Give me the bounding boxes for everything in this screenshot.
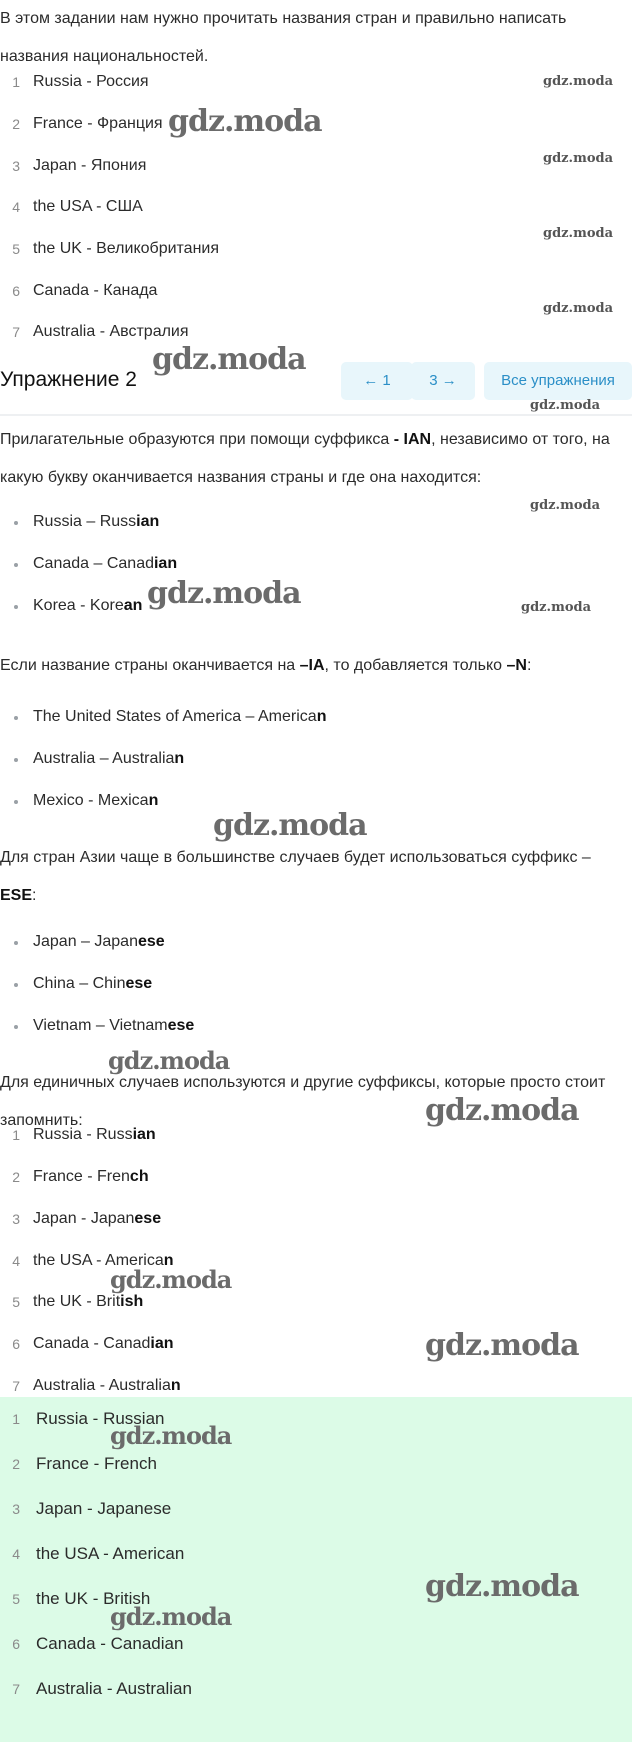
watermark: gdz.moda <box>152 342 306 377</box>
divider <box>0 414 632 416</box>
watermark: gdz.moda <box>425 1328 579 1363</box>
bullet-marker <box>14 563 18 567</box>
watermark: gdz.moda <box>543 151 614 166</box>
paragraph-suffix-n: Если название страны оканчивается на –IA, то добавляется только –N: <box>0 657 532 674</box>
paragraph-suffix-ian: Прилагательные образуются при помощи суффикса - IAN, независимо от того, на какую букву оканчивается названия страны и где она находится: <box>0 431 610 486</box>
next-exercise-button[interactable]: 3 → <box>411 362 475 400</box>
bullet-marker <box>14 521 18 525</box>
watermark: gdz.moda <box>530 398 601 413</box>
bullet-marker <box>14 1025 18 1029</box>
watermark: gdz.moda <box>521 600 592 615</box>
watermark: gdz.moda <box>213 808 367 843</box>
watermark: gdz.moda <box>530 498 601 513</box>
watermark: gdz.moda <box>110 1602 232 1631</box>
intro-paragraph: В этом задании нам нужно прочитать названия стран и правильно написать названия национальностей. <box>0 10 567 65</box>
paragraph-other-suffixes: Для единичных случаев используются и другие суффиксы, которые просто стоит запомнить: <box>0 1074 606 1129</box>
answer-block: 1 Russia - Russian 2 France - French 3 Japan - Japanese 4 the USA - American 5 the UK - British 6 Canada - Canadian 7 Australia - Australian <box>0 1397 632 1742</box>
watermark: gdz.moda <box>108 1046 230 1075</box>
paragraph-suffix-ese: Для стран Азии чаще в большинстве случаев будет использоваться суффикс –ESE: <box>0 849 591 904</box>
watermark: gdz.moda <box>425 1093 579 1128</box>
watermark: gdz.moda <box>110 1421 232 1450</box>
bullet-marker <box>14 605 18 609</box>
bullet-marker <box>14 983 18 987</box>
bullet-marker <box>14 758 18 762</box>
bullet-marker <box>14 716 18 720</box>
watermark: gdz.moda <box>147 576 301 611</box>
exercise-title: Упражнение 2 <box>0 368 137 391</box>
all-exercises-button[interactable]: Все упражнения <box>484 362 632 400</box>
watermark: gdz.moda <box>168 104 322 139</box>
watermark: gdz.moda <box>543 226 614 241</box>
bullet-marker <box>14 800 18 804</box>
watermark: gdz.moda <box>425 1569 579 1604</box>
watermark: gdz.moda <box>110 1265 232 1294</box>
watermark: gdz.moda <box>543 301 614 316</box>
watermark: gdz.moda <box>543 74 614 89</box>
bullet-marker <box>14 941 18 945</box>
prev-exercise-button[interactable]: ← 1 <box>341 362 413 400</box>
